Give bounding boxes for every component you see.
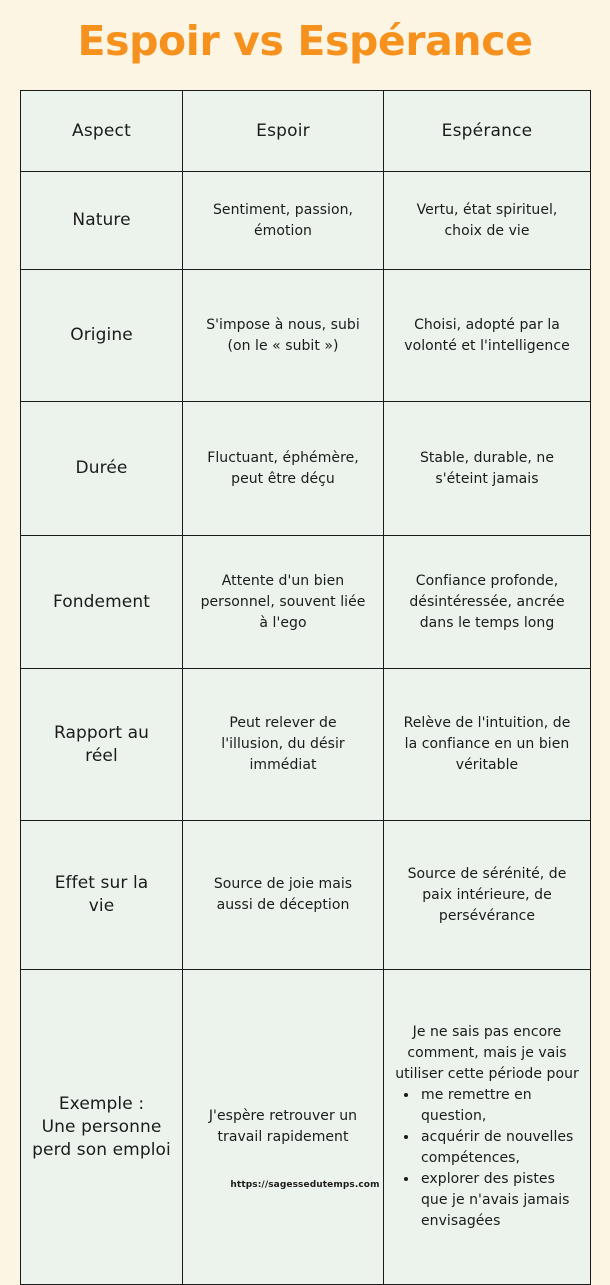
footer-url: https://sagessedutemps.com <box>230 1180 380 1190</box>
text-line: (on le « subit ») <box>227 337 339 354</box>
text-line: s'éteint jamais <box>435 470 539 487</box>
column-header-esperance: Espérance <box>384 91 591 172</box>
table-row <box>21 270 591 402</box>
row-label-fondement: Fondement <box>21 536 183 669</box>
row-label-exemple <box>21 970 183 1285</box>
table-row <box>21 669 591 821</box>
esperance-bullet-list <box>393 1085 581 1232</box>
text-line: Exemple : <box>58 1093 145 1114</box>
cell-espoir-origine <box>183 270 384 402</box>
table-header-row <box>21 91 591 172</box>
text-line: à l'ego <box>259 614 307 631</box>
text-line: Attente d'un bien <box>221 572 345 589</box>
text-line: travail rapidement <box>217 1129 349 1145</box>
text-line: J'espère retrouver un <box>208 1108 358 1124</box>
text-line: émotion <box>254 222 312 239</box>
cell-espoir-duree <box>183 402 384 536</box>
cell-esperance-origine <box>384 270 591 402</box>
text-line: Source de joie mais <box>213 876 353 892</box>
table-row <box>21 536 591 669</box>
text-line: utiliser cette période pour <box>395 1066 579 1082</box>
table-row <box>21 402 591 536</box>
comparison-table-wrapper <box>20 90 590 1285</box>
text-line: Effet sur la <box>54 873 149 893</box>
text-line: Peut relever de <box>229 715 337 731</box>
list-item: • acquérir de nouvelles compétences, <box>419 1127 577 1169</box>
row-label-nature: Nature <box>21 172 183 270</box>
table-row <box>21 970 591 1285</box>
cell-espoir-rapport-au-reel <box>183 669 384 821</box>
text-line: vie <box>88 896 115 916</box>
cell-esperance-fondement <box>384 536 591 669</box>
comparison-table <box>20 90 591 1285</box>
text-line: véritable <box>455 757 519 773</box>
text-line: choix de vie <box>444 222 530 239</box>
text-line: perd son emploi <box>32 1139 171 1160</box>
text-line: aussi de déception <box>216 897 350 913</box>
cell-esperance-effet-sur-la-vie <box>384 821 591 970</box>
text-line: Stable, durable, ne <box>419 449 555 466</box>
list-item: • me remettre en question, <box>419 1085 577 1127</box>
text-line: volonté et l'intelligence <box>404 337 570 354</box>
esperance-intro <box>393 1022 581 1085</box>
text-line: immédiat <box>249 757 317 773</box>
column-header-espoir: Espoir <box>183 91 384 172</box>
table-row <box>21 172 591 270</box>
list-item: • explorer des pistes que je n'avais jamais envisagées <box>419 1169 577 1232</box>
text-line: Fluctuant, éphémère, <box>207 449 359 466</box>
cell-espoir-effet-sur-la-vie <box>183 821 384 970</box>
text-line: Une personne <box>41 1116 162 1137</box>
text-line: l'illusion, du désir <box>221 736 345 752</box>
text-line: désintéressée, ancrée <box>409 593 565 610</box>
text-line: paix intérieure, de <box>422 886 552 903</box>
row-label-duree: Durée <box>21 402 183 536</box>
text-line: personnel, souvent liée <box>200 593 366 610</box>
table-row <box>21 821 591 970</box>
row-label-rapport-au-reel <box>21 669 183 821</box>
text-line: Rapport au <box>53 722 150 743</box>
cell-espoir-exemple <box>183 970 384 1285</box>
page-title: Espoir vs Espérance <box>77 17 533 65</box>
text-line: Sentiment, passion, <box>212 201 354 218</box>
cell-espoir-nature <box>183 172 384 270</box>
cell-esperance-rapport-au-reel <box>384 669 591 821</box>
text-line: S'impose à nous, subi <box>206 316 360 333</box>
text-line: dans le temps long <box>419 614 555 631</box>
text-line: Source de sérénité, de <box>407 865 567 882</box>
text-line: Je ne sais pas encore <box>412 1024 562 1040</box>
text-line: réel <box>85 745 118 766</box>
column-header-aspect: Aspect <box>21 91 183 172</box>
text-line: comment, mais je vais <box>407 1045 567 1061</box>
text-line: la confiance en un bien <box>404 736 570 752</box>
cell-esperance-exemple <box>384 970 591 1285</box>
text-line: Choisi, adopté par la <box>414 316 560 333</box>
cell-espoir-fondement <box>183 536 384 669</box>
text-line: Relève de l'intuition, de <box>403 715 571 731</box>
cell-esperance-nature <box>384 172 591 270</box>
cell-esperance-duree <box>384 402 591 536</box>
text-line: Confiance profonde, <box>415 572 559 589</box>
text-line: peut être déçu <box>231 470 335 487</box>
row-label-origine: Origine <box>21 270 183 402</box>
text-line: persévérance <box>438 907 536 924</box>
text-line: Vertu, état spirituel, <box>416 201 558 218</box>
row-label-effet-sur-la-vie <box>21 821 183 970</box>
